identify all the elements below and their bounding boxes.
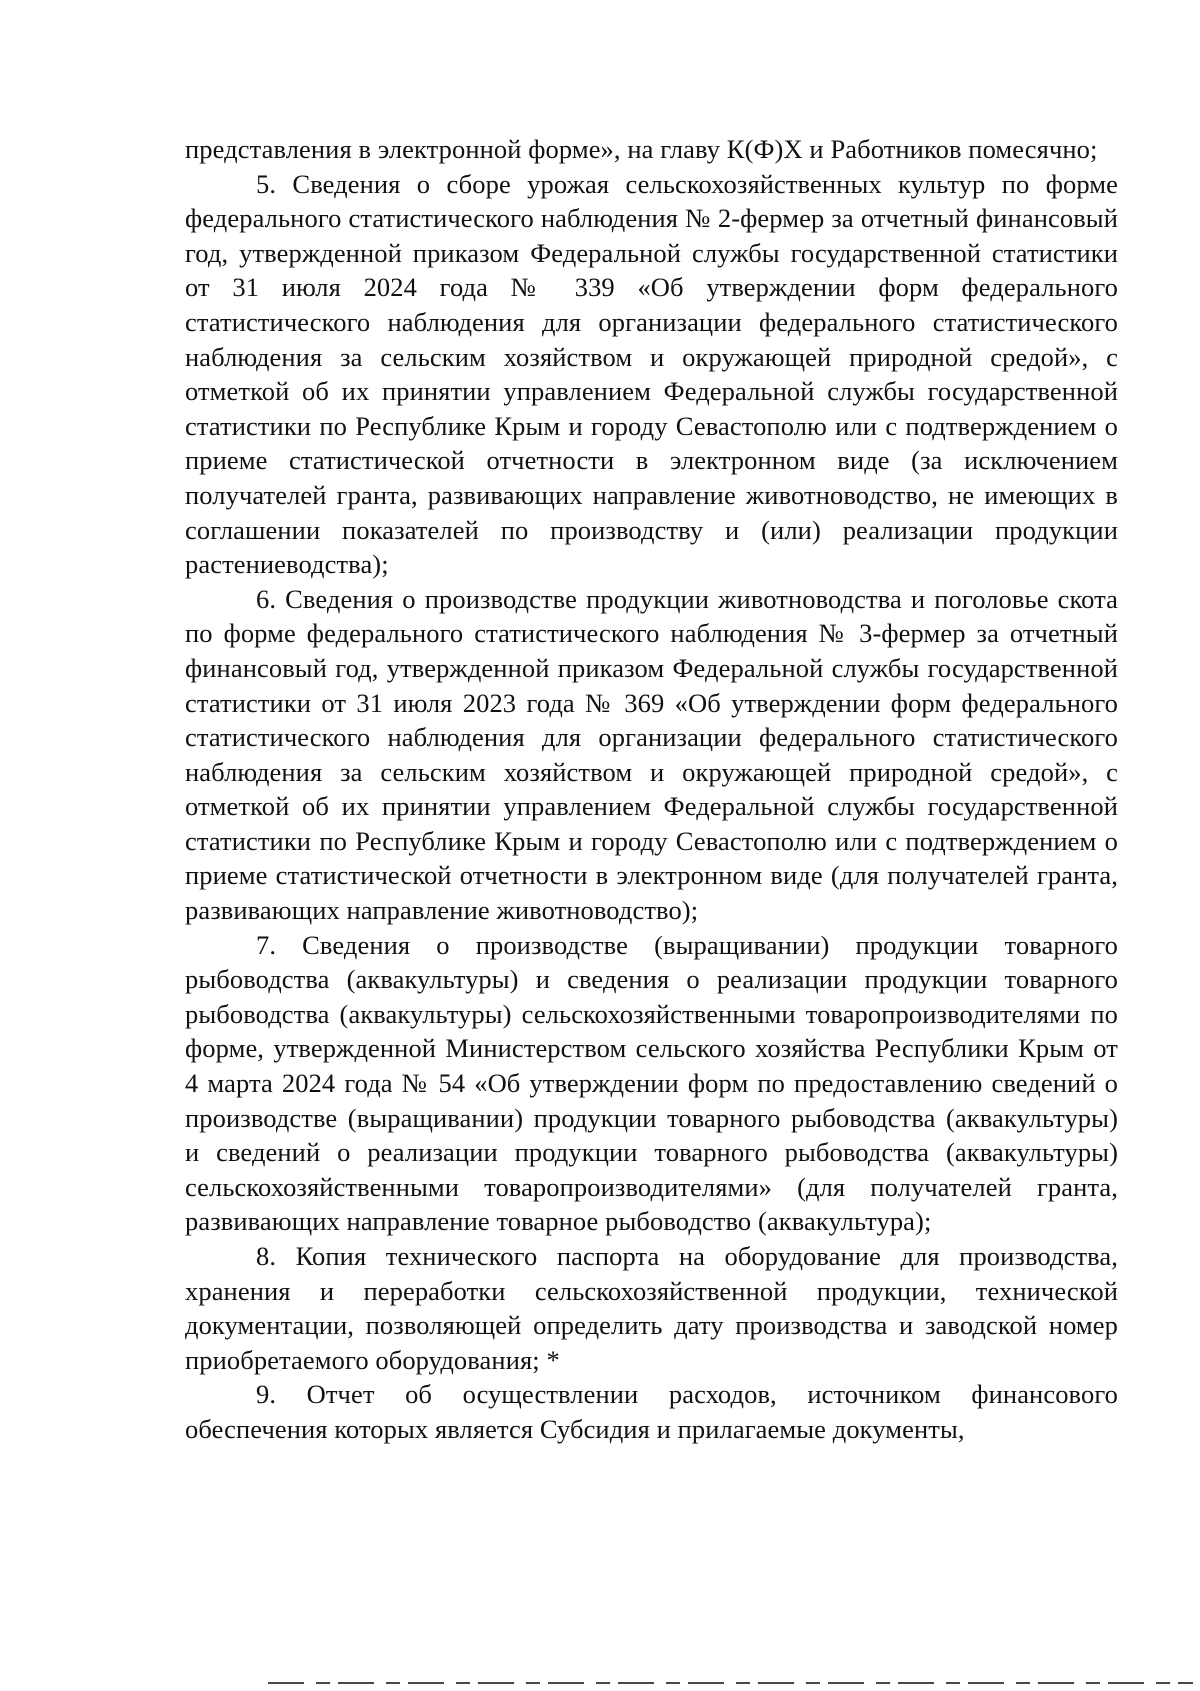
bottom-scan-rule [268,1682,1193,1684]
paragraph-item-9: 9. Отчет об осуществлении расходов, источником финансового обеспечения которых является Субсидия и прилагаемые документы, [185,1379,1118,1444]
paragraph-item-7: 7. Сведения о производстве (выращивании) продукции товарного рыбоводства (аквакультуры) и сведения о реализации продукции товарного рыбоводства (аквакультуры) сельскохозяйственными товаропроизводителями по форме, утвержденной Министерством сельского хозяйства Республики Крым от 4 марта 2024 года № 54 «Об утверждении форм по предоставлению сведений о производстве (выращивании) продукции товарного рыбоводства (аквакультуры) и сведений о реализации продукции товарного рыбоводства (аквакультуры) сельскохозяйственными товаропроизводителями» (для получателей гранта, развивающих направление товарное рыбоводство (аквакультура); [185,929,1118,1237]
paragraph-continuation: представления в электронной форме», на главу К(Ф)Х и Работников помесячно; [185,134,1098,164]
paragraph-item-6: 6. Сведения о производстве продукции животноводства и поголовье скота по форме федерального статистического наблюдения № 3-фермер за отчетный финансовый год, утвержденной приказом Федеральной службы государственной статистики от 31 июля 2023 года № 369 «Об утверждении форм федерального статистического наблюдения для организации федерального статистического наблюдения за сельским хозяйством и окружающей природной средой», с отметкой об их принятии управлением Федеральной службы государственной статистики по Республике Крым и городу Севастополю или с подтверждением о приеме статистической отчетности в электронном виде (для получателей гранта, развивающих направление животноводство); [185,583,1118,926]
paragraph-item-8: 8. Копия технического паспорта на оборудование для производства, хранения и переработки сельскохозяйственной продукции, технической документации, позволяющей определить дату производства и заводской номер приобретаемого оборудования; * [185,1241,1118,1375]
document-body [185,132,1118,1447]
paragraph-item-5: 5. Сведения о сборе урожая сельскохозяйственных культур по форме федерального статистического наблюдения № 2-фермер за отчетный финансовый год, утвержденной приказом Федеральной службы государственной статистики от 31 июля 2024 года № 339 «Об утверждении форм федерального статистического наблюдения для организации федерального статистического наблюдения за сельским хозяйством и окружающей природной средой», с отметкой об их принятии управлением Федеральной службы государственной статистики по Республике Крым и городу Севастополю или с подтверждением о приеме статистической отчетности в электронном виде (за исключением получателей гранта, развивающих направление животноводство, не имеющих в соглашении показателей по производству и (или) реализации продукции растениеводства); [185,168,1118,580]
